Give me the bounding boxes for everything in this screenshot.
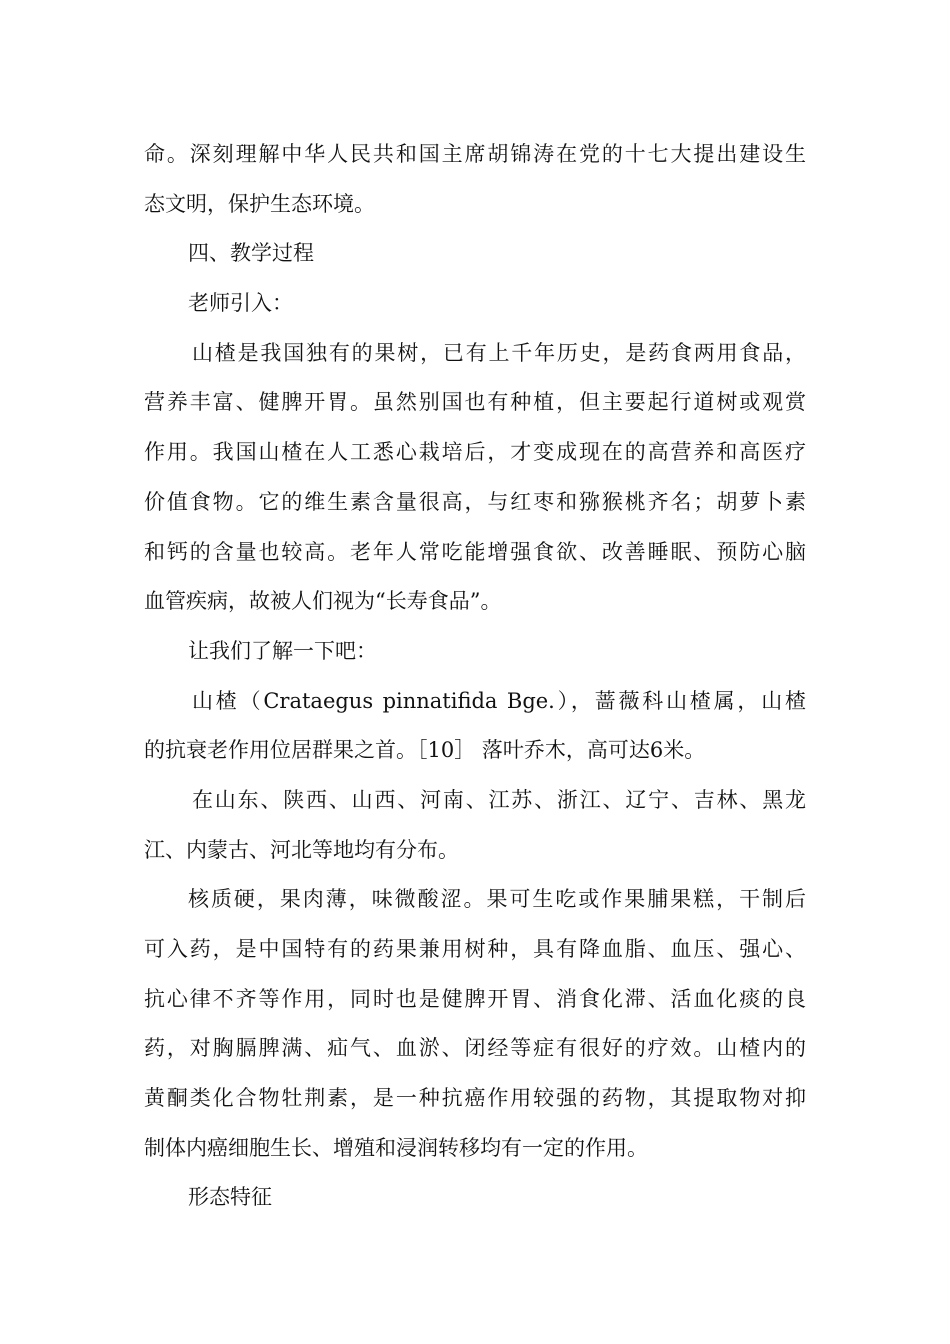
paragraph-line: 的抗衰老作用位居群果之首。［10］ 落叶乔木，高可达6米。: [144, 738, 706, 763]
paragraph-line: 可入药，是中国特有的药果兼用树种，具有降血脂、血压、强心、: [144, 937, 806, 961]
paragraph-line: 营养丰富、健脾开胃。虽然别国也有种植，但主要起行道树或观赏: [144, 390, 806, 415]
paragraph-line: 核质硬，果肉薄，味微酸涩。果可生吃或作果脯果糕，干制后: [188, 887, 806, 912]
document-body: [144, 130, 806, 1223]
section-heading: 形态特征: [188, 1185, 272, 1210]
paragraph-line: 让我们了解一下吧：: [188, 638, 377, 663]
paragraph-line: 和钙的含量也较高。老年人常吃能增强食欲、改善睡眠、预防心脑: [144, 539, 806, 564]
paragraph-line: 制体内癌细胞生长、增殖和浸润转移均有一定的作用。: [144, 1135, 648, 1160]
paragraph-line: 山楂（Crataegus pinnatifida Bge.），蔷薇科山楂属，山楂: [192, 688, 806, 713]
paragraph-line: 态文明，保护生态环境。: [144, 191, 375, 216]
paragraph-line: 老师引入：: [188, 291, 293, 316]
paragraph-line: 药，对胸膈脾满、疝气、血淤、闭经等症有很好的疗效。山楂内的: [144, 1036, 806, 1061]
paragraph-line: 山楂是我国独有的果树，已有上千年历史，是药食两用食品，: [192, 340, 806, 365]
paragraph-line: 黄酮类化合物牡荆素，是一种抗癌作用较强的药物，其提取物对抑: [144, 1086, 806, 1111]
section-heading: 四、教学过程: [188, 241, 314, 266]
paragraph-line: 命。深刻理解中华人民共和国主席胡锦涛在党的十七大提出建设生: [144, 142, 806, 166]
paragraph-line: 血管疾病，故被人们视为“长寿食品”。: [144, 589, 502, 614]
paragraph-line: 江、内蒙古、河北等地均有分布。: [144, 837, 459, 862]
paragraph-line: 在山东、陕西、山西、河南、江苏、浙江、辽宁、吉林、黑龙: [192, 787, 806, 812]
paragraph-line: 抗心律不齐等作用，同时也是健脾开胃、消食化滞、活血化痰的良: [144, 986, 806, 1011]
paragraph-line: 价值食物。它的维生素含量很高，与红枣和猕猴桃齐名；胡萝卜素: [144, 489, 806, 514]
paragraph-line: 作用。我国山楂在人工悉心栽培后，才变成现在的高营养和高医疗: [144, 440, 806, 465]
